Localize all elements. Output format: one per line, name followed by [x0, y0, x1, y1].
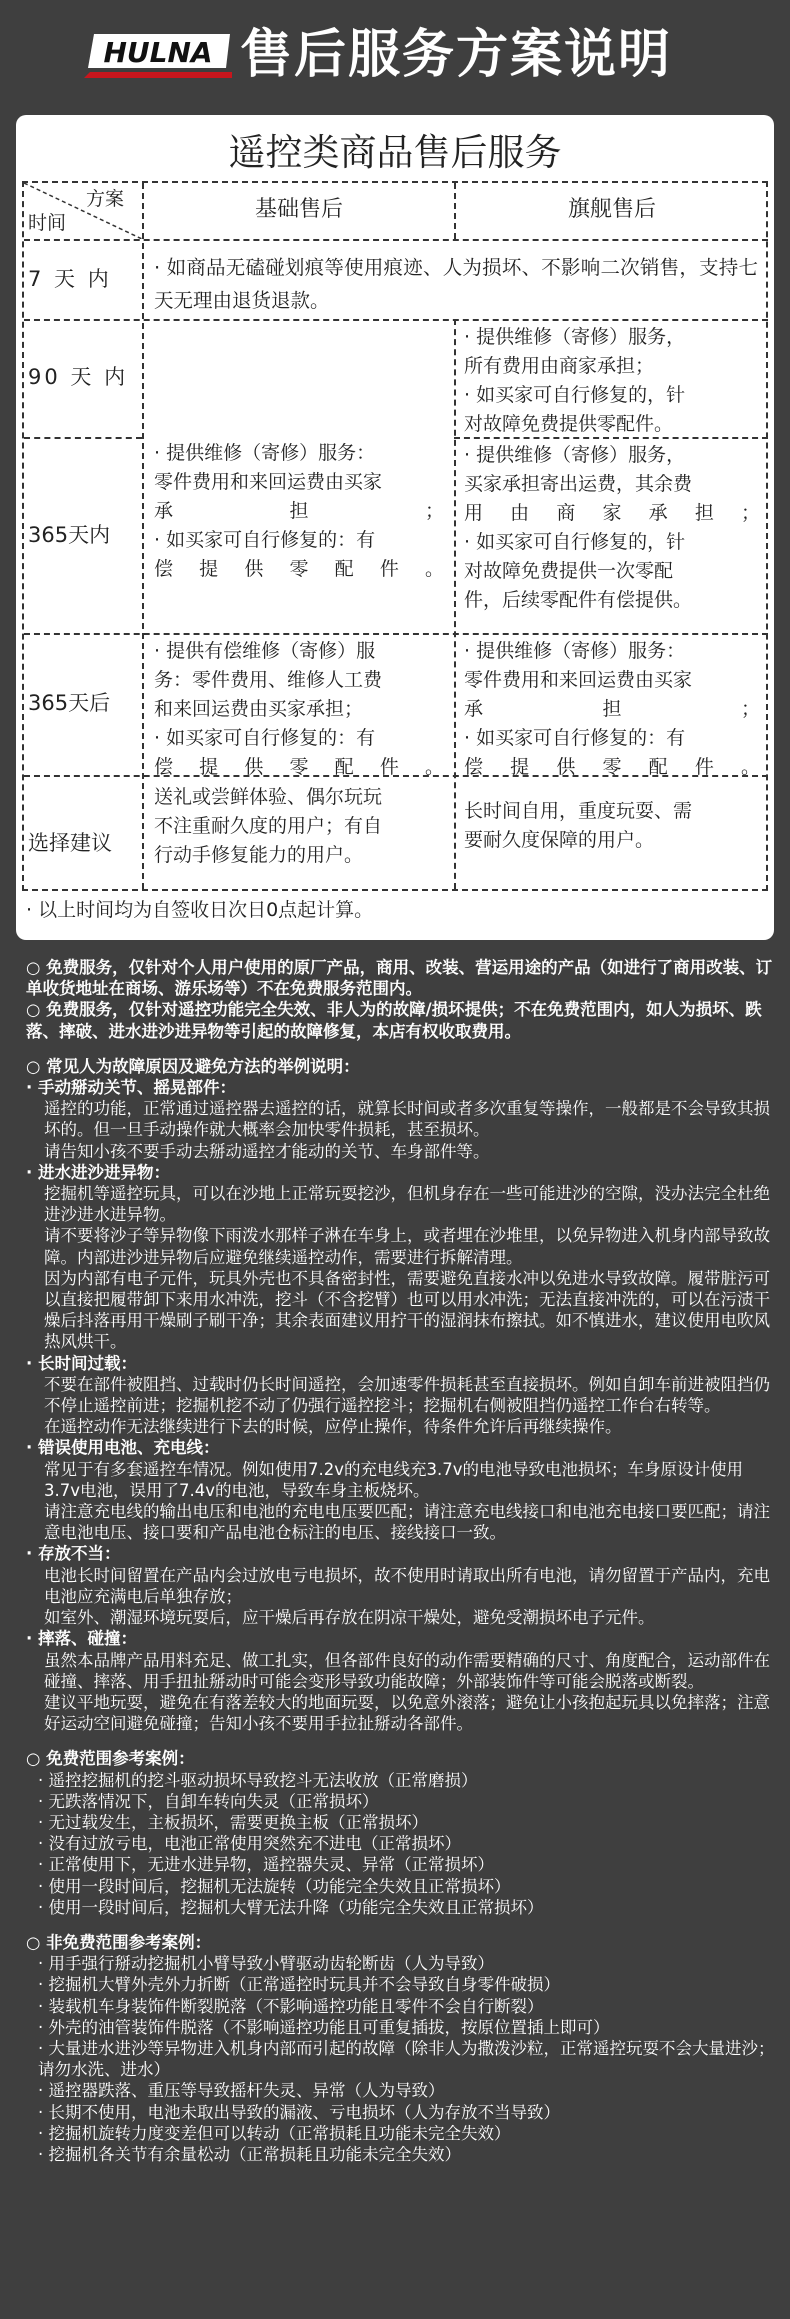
free-case-item: · 无过载发生，主板损坏，需要更换主板（正常损坏）	[38, 1812, 428, 1832]
cell-flagship-90days	[464, 323, 760, 439]
free-case-item: · 使用一段时间后，挖掘机无法旋转（功能完全失效且正常损坏）	[38, 1876, 511, 1896]
cell-basic-90-365	[154, 439, 444, 584]
cell-line: · 提供有偿维修（寄修）服	[154, 640, 376, 662]
row-divider	[24, 319, 768, 321]
cell-line: 长时间自用，重度玩耍、需	[464, 800, 693, 822]
card-title: 遥控类商品售后服务	[228, 131, 562, 174]
row-divider	[24, 633, 768, 635]
nonfree-case-item: · 挖掘机各关节有余量松动（正常损耗且功能未完全失效）	[38, 2144, 461, 2164]
free-case-item: · 正常使用下，无进水进异物，遥控器失灵、异常（正常损坏）	[38, 1855, 494, 1875]
nonfree-case-item: · 遥控器跌落、重压等导致摇杆失灵、异常（人为导致）	[38, 2081, 445, 2101]
cell-line: 和来回运费由买家承担；	[154, 698, 364, 720]
free-case-item: · 遥控挖掘机的挖斗驱动损坏导致挖斗无法收放（正常磨损）	[38, 1770, 478, 1790]
row-label-365days-within: 365天内	[28, 523, 111, 547]
nonfree-case-item: · 挖掘机旋转力度变差但可以转动（正常损耗且功能未完全失效）	[38, 2123, 511, 2143]
cell-line: 承担；	[154, 500, 444, 522]
col-divider	[454, 319, 456, 889]
cell-line: 用由商家承担；	[464, 502, 760, 524]
cell-line: · 如买家可自行修复的：有	[154, 529, 376, 551]
cause-title: · 长时间过载：	[26, 1353, 138, 1373]
cell-line: 对故障免费提供零配件。	[464, 413, 674, 435]
nonfree-case-item: · 长期不使用，电池未取出导致的漏液、亏电损坏（人为存放不当导致）	[38, 2102, 560, 2122]
nonfree-cases-heading: ○ 非免费范围参考案例：	[26, 1932, 212, 1952]
row-label-suggestion: 选择建议	[28, 831, 112, 855]
cell-line: 不注重耐久度的用户；有自	[154, 815, 383, 837]
cell-line: 买家承担寄出运费，其余费	[464, 473, 693, 495]
cell-line: · 提供维修（寄修）服务，	[464, 444, 686, 466]
free-case-item: · 无跌落情况下，自卸车转向失灵（正常损坏）	[38, 1791, 379, 1811]
brand-logo	[84, 34, 232, 78]
row-label-7days: 7 天 内	[28, 267, 112, 291]
cell-flagship-suggestion	[464, 797, 760, 855]
cause-title: · 进水进沙进异物：	[26, 1162, 171, 1182]
service-table	[22, 181, 768, 891]
svg-text:HULNA: HULNA	[103, 36, 213, 69]
cell-line: 承担；	[464, 698, 760, 720]
col-divider	[142, 183, 144, 889]
cell-flagship-365days-after	[464, 637, 760, 782]
service-card	[16, 115, 774, 940]
header	[0, 0, 790, 115]
page-title: 售后服务方案说明	[240, 25, 673, 85]
cell-flagship-365days	[464, 441, 760, 615]
column-header-flagship: 旗舰售后	[567, 197, 656, 222]
row-divider	[24, 239, 768, 241]
row-label-90days: 90 天 内	[28, 365, 129, 389]
cell-line: 件，后续零配件有偿提供。	[464, 589, 693, 611]
nonfree-case-item: · 装载机车身装饰件断裂脱落（不影响遥控功能且零件不会自行断裂）	[38, 1996, 544, 2016]
cell-line: 务：零件费用、维修人工费	[154, 669, 383, 691]
nonfree-case-item: · 外壳的油管装饰件脱落（不影响遥控功能且可重复插拔，按原位置插上即可）	[38, 2017, 610, 2037]
cause-text: 建议平地玩耍，避免在有落差较大的地面玩耍，以免意外滚落；避免让小孩抱起玩具以免摔落；注意好运动空间避免碰撞；告知小孩不要用手拉扯掰动各部件。	[44, 1692, 770, 1734]
row-label-365days-after: 365天后	[28, 691, 111, 715]
cause-text: 因为内部有电子元件，玩具外壳也不具备密封性，需要避免直接水冲以免进水导致故障。履带脏污可以直接把履带卸下来用水冲洗，挖斗（不含挖臂）也可以用水冲洗；无法直接冲洗的，可以在污渍干燥后抖落再用干燥刷子刷干净；其余表面建议用拧干的湿润抹布擦拭。如不慎进水，建议使用电吹风热风烘干。	[44, 1268, 770, 1352]
cell-line: 偿提供零配件。	[154, 756, 444, 778]
cause-text: 不要在部件被阻挡、过载时仍长时间遥控，会加速零件损耗甚至直接损坏。例如自卸车前进被阻挡仍不停止遥控前进；挖掘机挖不动了仍强行遥控挖斗；挖掘机右侧被阻挡仍遥控工作台右转等。	[44, 1374, 770, 1416]
cell-line: · 提供维修（寄修）服务，	[464, 326, 686, 348]
cell-line: · 如买家可自行修复的：有	[464, 727, 686, 749]
notes-section	[26, 957, 778, 2165]
nonfree-case-item: · 挖掘机大臂外壳外力折断（正常遥控时玩具并不会导致自身零件破损）	[38, 1975, 560, 1995]
cause-title: · 错误使用电池、充电线：	[26, 1438, 220, 1458]
cause-text: 电池长时间留置在产品内会过放电亏电损坏，故不使用时请取出所有电池，请勿留置于产品内，充电电池应充满电后单独存放；	[44, 1565, 770, 1606]
note-free-service: ○ 免费服务，仅针对个人用户使用的原厂产品，商用、改装、营运用途的产品（如进行了商用改装、订单收货地址在商场、游乐场等）不在免费服务范围内。	[26, 958, 773, 999]
cause-title: · 存放不当：	[26, 1544, 121, 1564]
cause-title: · 手动掰动关节、摇晃部件：	[26, 1078, 237, 1098]
cause-text: 常见于有多套遥控车情况。例如使用7.2v的充电线充3.7v的电池导致电池损坏；车身原设计使用3.7v电池，误用了7.4v的电池，导致车身主板烧坏。	[44, 1459, 744, 1500]
note-free-service-2: ○ 免费服务，仅针对遥控功能完全失效、非人为的故障/损坏提供；不在免费范围内，如人为损坏、跌落、摔破、进水进沙进异物等引起的故障修复，本店有权收取费用。	[26, 1000, 762, 1041]
cell-line: 所有费用由商家承担；	[464, 355, 655, 377]
free-case-item: · 没有过放亏电，电池正常使用突然充不进电（正常损坏）	[38, 1834, 461, 1854]
corner-header-plan: 方案	[86, 188, 125, 210]
cause-text: 在遥控动作无法继续进行下去的时候，应停止操作，待条件允许后再继续操作。	[44, 1417, 622, 1437]
cause-text: 虽然本品牌产品用料充足、做工扎实，但各部件良好的动作需要精确的尺寸、角度配合，运动部件在碰撞、摔落、用手扭扯掰动时可能会变形导致功能故障；外部装饰件等可能会脱落或断裂。	[44, 1650, 770, 1691]
free-cases-heading: ○ 免费范围参考案例：	[26, 1749, 195, 1769]
nonfree-case-item: · 大量进水进沙等异物进入机身内部而引起的故障（除非人为撒泼沙粒，正常遥控玩耍不会大量进沙；请勿水洗、进水）	[38, 2038, 775, 2080]
cell-line: 偿提供零配件。	[464, 756, 760, 778]
cell-basic-suggestion	[154, 783, 444, 870]
cell-line: · 提供维修（寄修）服务：	[464, 640, 686, 662]
cell-line: · 如买家可自行修复的，针	[464, 531, 686, 553]
brand-logo-graphic	[84, 34, 232, 78]
cell-line: · 如买家可自行修复的，针	[464, 384, 686, 406]
cause-text: 请不要将沙子等异物像下雨泼水那样子淋在车身上，或者埋在沙堆里，以免异物进入机身内部导致故障。内部进沙进异物后应避免继续遥控动作，需要进行拆解清理。	[44, 1226, 770, 1267]
row-divider	[24, 437, 142, 439]
causes-heading: ○ 常见人为故障原因及避免方法的举例说明：	[26, 1056, 360, 1076]
cell-line: 零件费用和来回运费由买家	[154, 471, 383, 493]
cause-text: 挖掘机等遥控玩具，可以在沙地上正常玩耍挖沙，但机身存在一些可能进沙的空隙，没办法完全杜绝进沙进水进异物。	[44, 1184, 770, 1225]
cell-basic-365days-after	[154, 637, 444, 782]
column-header-basic: 基础售后	[254, 197, 343, 222]
cause-text: 请告知小孩不要手动去掰动遥控才能动的关节、车身部件等。	[44, 1141, 490, 1161]
cause-text: 如室外、潮湿环境玩耍后，应干燥后再存放在阴凉干燥处，避免受潮损坏电子元件。	[44, 1608, 655, 1628]
cell-line: 要耐久度保障的用户。	[464, 829, 655, 851]
cell-7days-policy: · 如商品无磕碰划痕等使用痕迹、人为损坏、不影响二次销售，支持七天无理由退货退款。	[154, 256, 758, 312]
card-footnote: · 以上时间均为自签收日次日0点起计算。	[26, 899, 374, 921]
cell-line: 行动手修复能力的用户。	[154, 844, 364, 866]
cell-line: 对故障免费提供一次零配	[464, 560, 674, 582]
cause-text: 请注意充电线的输出电压和电池的充电电压要匹配；请注意充电线接口和电池充电接口要匹配；请注意电池电压、接口要和产品电池仓标注的电压、接线接口一致。	[44, 1502, 770, 1543]
nonfree-case-item: · 用手强行掰动挖掘机小臂导致小臂驱动齿轮断齿（人为导致）	[38, 1954, 494, 1974]
cell-line: · 如买家可自行修复的：有	[154, 727, 376, 749]
cell-line: 送礼或尝鲜体验、偶尔玩玩	[154, 786, 383, 808]
cause-title: · 摔落、碰撞：	[26, 1629, 138, 1649]
free-case-item: · 使用一段时间后，挖掘机大臂无法升降（功能完全失效且正常损坏）	[38, 1897, 544, 1917]
corner-header-time: 时间	[28, 212, 67, 234]
cause-text: 遥控的功能，正常通过遥控器去遥控的话，就算长时间或者多次重复等操作，一般都是不会导致其损坏的。但一旦手动操作就大概率会加快零件损耗，甚至损坏。	[44, 1099, 770, 1140]
cell-line: 偿提供零配件。	[154, 558, 444, 580]
cell-line: 零件费用和来回运费由买家	[464, 669, 693, 691]
cell-line: · 提供维修（寄修）服务：	[154, 442, 376, 464]
